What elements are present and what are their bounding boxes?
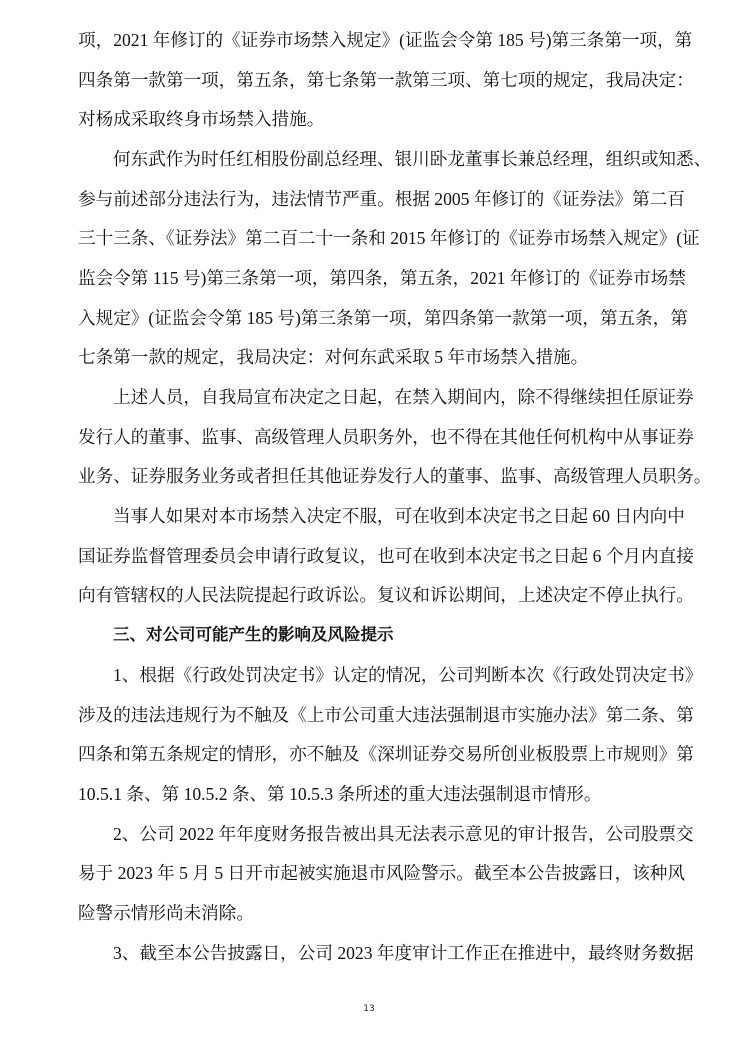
text-line: 入规定》(证监会令第 185 号)第三条第一项，第四条第一款第一项，第五条，第 bbox=[78, 308, 688, 328]
text-line: 业务、证券服务业务或者担任其他证券发行人的董事、监事、高级管理人员职务。 bbox=[78, 466, 712, 486]
text-line: 10.5.1 条、第 10.5.2 条、第 10.5.3 条所述的重大违法强制退市情形。 bbox=[78, 784, 602, 804]
list-item-first-line: 3、截至本公告披露日，公司 2023 年度审计工作正在推进中，最终财务数据 bbox=[113, 943, 694, 963]
text-line: 国证券监督管理委员会申请行政复议，也可在收到本决定书之日起 6 个月内直接 bbox=[78, 546, 694, 566]
section-heading: 三、对公司可能产生的影响及风险提示 bbox=[113, 625, 394, 644]
text-line: 易于 2023 年 5 月 5 日开市起被实施退市风险警示。截至本公告披露日，该种风 bbox=[78, 863, 685, 883]
page-number: 13 bbox=[363, 1004, 375, 1014]
paragraph-first-line: 上述人员，自我局宣布决定之日起，在禁入期间内，除不得继续担任原证券 bbox=[113, 387, 694, 407]
text-line: 涉及的违法违规行为不触及《上市公司重大违法强制退市实施办法》第二条、第 bbox=[78, 705, 694, 725]
text-line: 对杨成采取终身市场禁入措施。 bbox=[78, 109, 325, 129]
text-line: 参与前述部分违法行为，违法情节严重。根据 2005 年修订的《证券法》第二百 bbox=[78, 189, 685, 209]
text-line: 向有管辖权的人民法院提起行政诉讼。复议和诉讼期间，上述决定不停止执行。 bbox=[78, 585, 694, 605]
paragraph-first-line: 何东武作为时任红相股份副总经理、银川卧龙董事长兼总经理，组织或知悉、 bbox=[113, 149, 712, 169]
text-line: 发行人的董事、监事、高级管理人员职务外，也不得在其他任何机构中从事证券 bbox=[78, 427, 694, 447]
text-line: 项，2021 年修订的《证券市场禁入规定》(证监会令第 185 号)第三条第一项，第 bbox=[78, 30, 693, 50]
text-line: 三十三条、《证券法》第二百二十一条和 2015 年修订的《证券市场禁入规定》(证 bbox=[78, 228, 700, 248]
text-line: 四条第一款第一项，第五条，第七条第一款第三项、第七项的规定，我局决定： bbox=[78, 70, 694, 90]
list-item-first-line: 1、根据《行政处罚决定书》认定的情况，公司判断本次《行政处罚决定书》 bbox=[113, 665, 703, 685]
text-line: 四条和第五条规定的情形，亦不触及《深圳证券交易所创业板股票上市规则》第 bbox=[78, 744, 694, 764]
text-line: 七条第一款的规定，我局决定：对何东武采取 5 年市场禁入措施。 bbox=[78, 347, 589, 367]
list-item-first-line: 2、公司 2022 年年度财务报告被出具无法表示意见的审计报告，公司股票交 bbox=[113, 824, 694, 844]
text-line: 险警示情形尚未消除。 bbox=[78, 903, 254, 923]
text-line: 监会令第 115 号)第三条第一项，第四条，第五条，2021 年修订的《证券市场禁 bbox=[78, 268, 686, 288]
paragraph-first-line: 当事人如果对本市场禁入决定不服，可在收到本决定书之日起 60 日内向中 bbox=[113, 506, 685, 526]
